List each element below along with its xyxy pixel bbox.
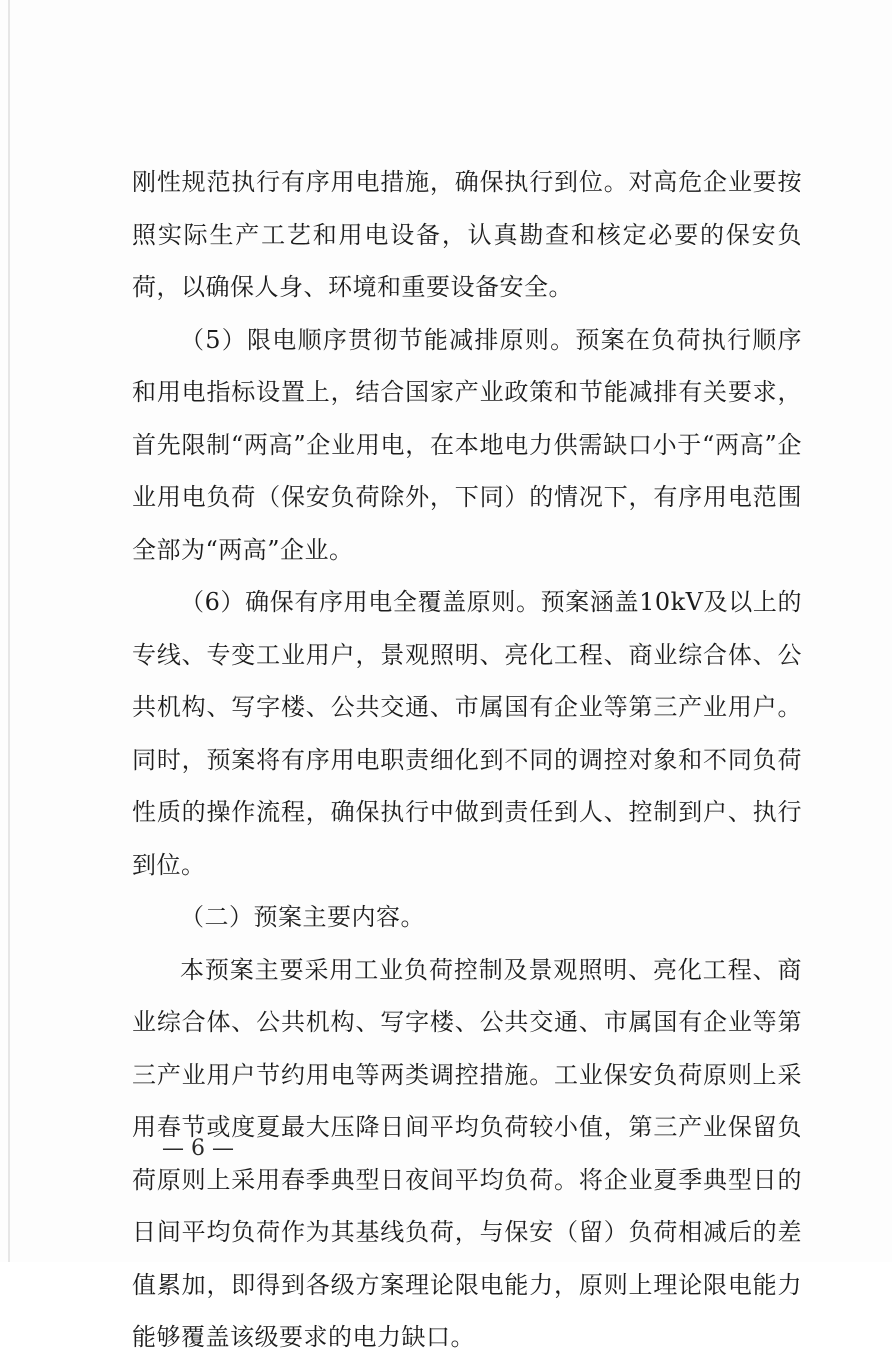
scan-edge-line: [8, 0, 10, 1262]
paragraph-main-content: 本预案主要采用工业负荷控制及景观照明、亮化工程、商业综合体、公共机构、写字楼、公共交通、市属国有企业等第三产业用户节约用电等两类调控措施。工业保安负荷原则上采用春节或度夏最大压降日间平均负荷较小值，第三产业保留负荷原则上采用春季典型日夜间平均负荷。将企业夏季典型日的日间平均负荷作为其基线负荷，与保安（留）负荷相减后的差值累加，即得到各级方案理论限电能力，原则上理论限电能力能够覆盖该级要求的电力缺口。: [132, 955, 802, 1351]
paragraph-principle-5: （5）限电顺序贯彻节能减排原则。预案在负荷执行顺序和用电指标设置上，结合国家产业政策和节能减排有关要求，首先限制“两高”企业用电，在本地电力供需缺口小于“两高”企业用电负荷（保安负荷除外，下同）的情况下，有序用电范围全部为“两高”企业。: [132, 325, 802, 564]
section-heading-main-content: （二）预案主要内容。: [180, 903, 425, 931]
document-body: [132, 156, 802, 1364]
paragraph-principle-6: （6）确保有序用电全覆盖原则。预案涵盖10kV及以上的专线、专变工业用户，景观照明、亮化工程、商业综合体、公共机构、写字楼、公共交通、市属国有企业等第三产业用户。同时，预案将有序用电职责细化到不同的调控对象和不同负荷性质的操作流程，确保执行中做到责任到人、控制到户、执行到位。: [132, 588, 802, 879]
page-number: — 6 —: [162, 1136, 234, 1161]
paragraph-continuation: 刚性规范执行有序用电措施，确保执行到位。对高危企业要按照实际生产工艺和用电设备，认真勘查和核定必要的保安负荷，以确保人身、环境和重要设备安全。: [132, 168, 802, 301]
